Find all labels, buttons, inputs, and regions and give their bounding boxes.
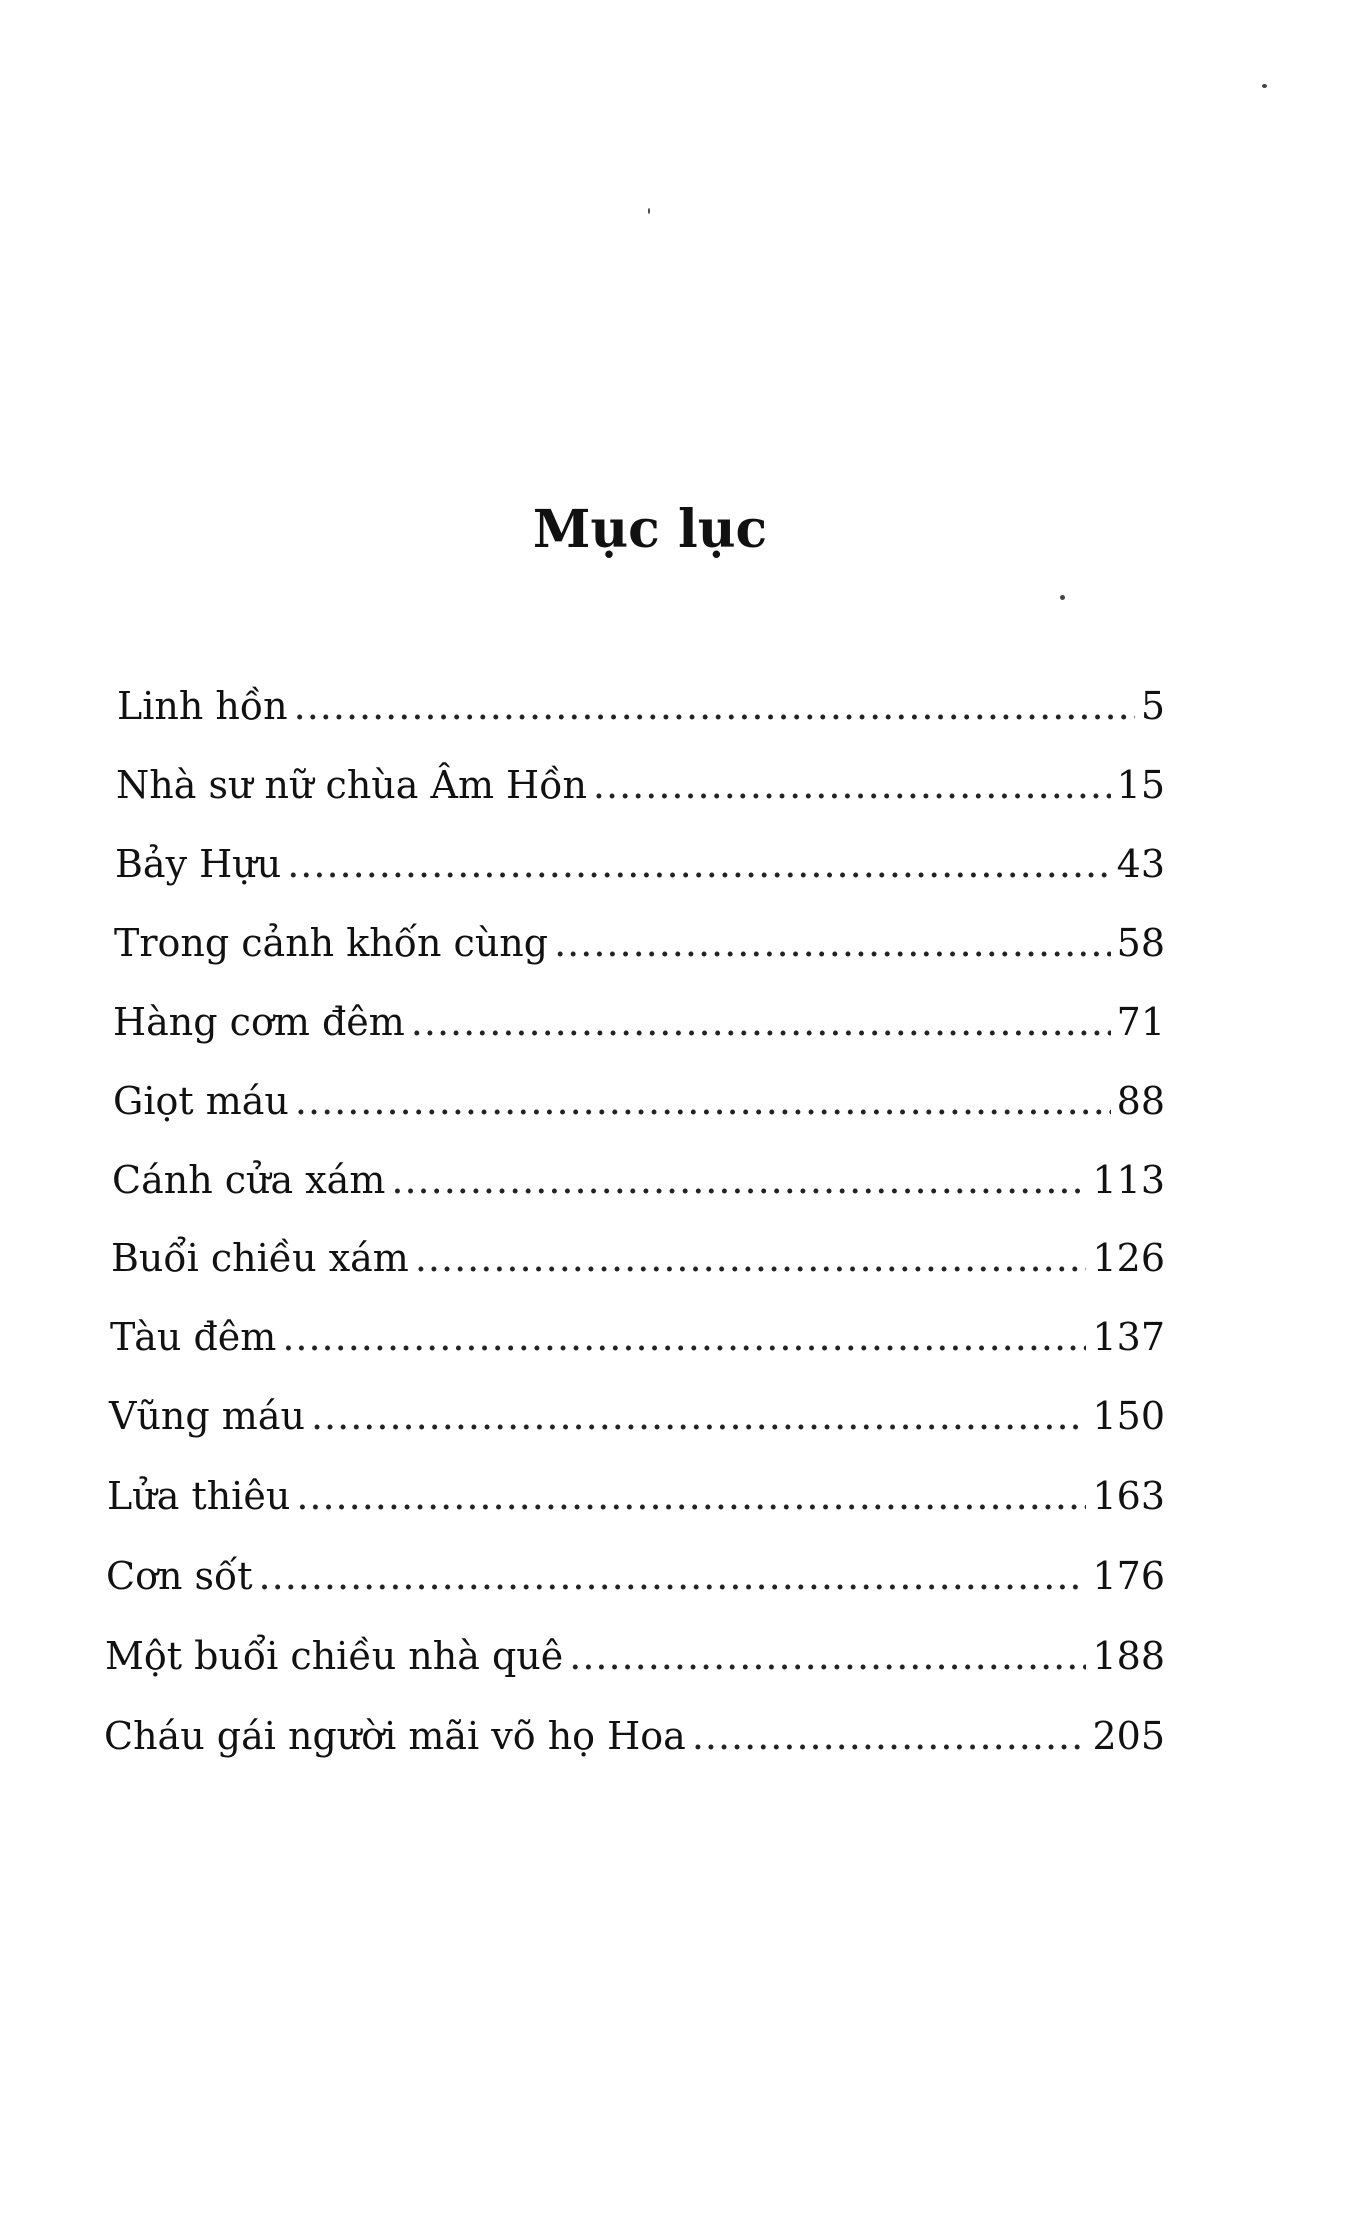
toc-entry-page: 71 [1116, 1000, 1165, 1044]
dot-leader [411, 992, 1111, 1052]
toc-entry[interactable] [113, 992, 1165, 1052]
toc-entry-title: Trong cảnh khốn cùng [114, 921, 549, 965]
dot-leader [296, 1466, 1086, 1526]
dot-leader [593, 755, 1111, 815]
toc-entry-page: 113 [1092, 1158, 1165, 1202]
toc-entry[interactable] [105, 1626, 1165, 1686]
toc-entry-page: 176 [1092, 1554, 1165, 1598]
toc-entry[interactable] [113, 1071, 1165, 1131]
toc-entry-title: Lửa thiêu [107, 1474, 291, 1518]
toc-entry-title: Buổi chiều xám [111, 1236, 409, 1280]
toc-entry-page: 205 [1092, 1714, 1165, 1758]
toc-entry-title: Cơn sốt [106, 1554, 253, 1598]
dot-leader [554, 913, 1111, 973]
toc-entry-page: 126 [1092, 1236, 1165, 1280]
toc-entry-page: 58 [1116, 921, 1165, 965]
dot-leader [311, 1386, 1087, 1446]
dot-leader [259, 1546, 1087, 1606]
toc-entry-page: 88 [1116, 1079, 1165, 1123]
toc-entry-title: Bảy Hựu [115, 842, 282, 886]
dot-leader [692, 1706, 1087, 1766]
toc-entry-page: 15 [1116, 763, 1165, 807]
toc-entry[interactable] [116, 755, 1165, 815]
page-title: Mục lục [532, 499, 768, 560]
toc-entry[interactable] [111, 1228, 1165, 1288]
toc-entry-title: Nhà sư nữ chùa Âm Hồn [116, 763, 587, 807]
toc-entry[interactable] [106, 1546, 1165, 1606]
dot-leader [287, 834, 1110, 894]
toc-entry-title: Giọt máu [113, 1079, 289, 1123]
toc-entry[interactable] [107, 1466, 1165, 1526]
toc-entry-title: Một buổi chiều nhà quê [105, 1634, 564, 1678]
toc-entry[interactable] [109, 1386, 1165, 1446]
toc-entry-page: 150 [1092, 1394, 1165, 1438]
toc-entry-page: 43 [1116, 842, 1165, 886]
toc-entry-page: 163 [1092, 1474, 1165, 1518]
toc-entry[interactable] [104, 1706, 1165, 1766]
dot-leader [569, 1626, 1086, 1686]
toc-entry[interactable] [112, 1150, 1165, 1210]
toc-entry-title: Cháu gái người mãi võ họ Hoa [104, 1714, 686, 1758]
toc-entry[interactable] [114, 913, 1165, 973]
dot-leader [295, 1071, 1111, 1131]
toc-entry-title: Hàng cơm đêm [113, 1000, 405, 1044]
dot-leader [415, 1228, 1087, 1288]
toc-entry-page: 137 [1092, 1315, 1165, 1359]
toc-entry-title: Vũng máu [109, 1394, 305, 1438]
toc-entry[interactable] [115, 834, 1165, 894]
dot-leader [391, 1150, 1086, 1210]
toc-entry-page: 5 [1140, 684, 1165, 728]
toc-entry[interactable] [110, 1307, 1165, 1367]
dot-leader [294, 676, 1135, 736]
toc-entry[interactable] [117, 676, 1165, 736]
dot-leader [282, 1307, 1086, 1367]
toc-entry-title: Linh hồn [117, 684, 288, 728]
toc-entry-title: Tàu đêm [110, 1315, 277, 1359]
toc-entry-page: 188 [1092, 1634, 1165, 1678]
toc-entry-title: Cánh cửa xám [112, 1158, 386, 1202]
